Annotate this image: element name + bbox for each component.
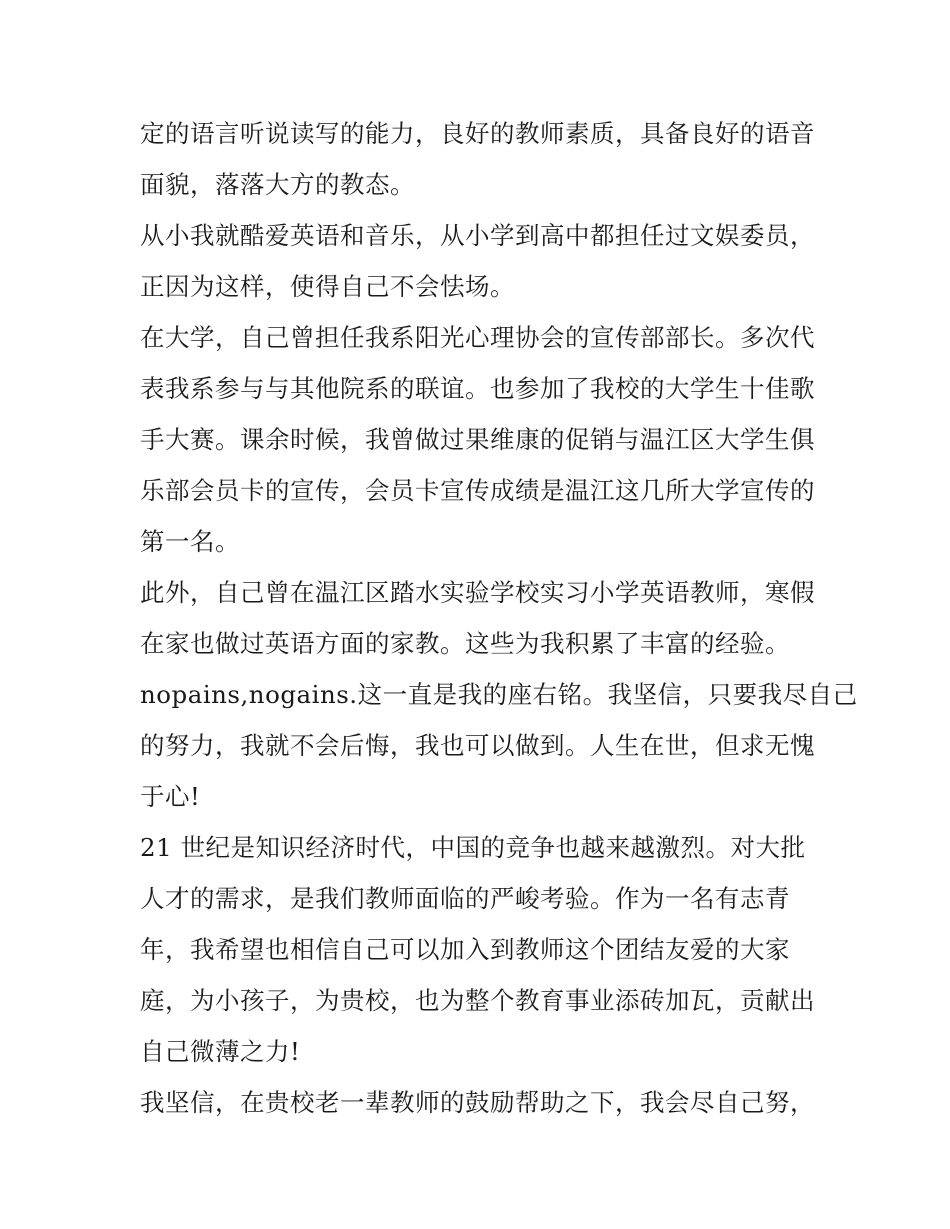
text-line: 我坚信，在贵校老一辈教师的鼓励帮助之下，我会尽自己努， [140, 1088, 815, 1117]
text-line: 庭，为小孩子，为贵校，也为整个教育事业添砖加瓦，贡献出 [140, 986, 815, 1015]
text-line: 手大赛。课余时候，我曾做过果维康的促销与温江区大学生俱 [140, 425, 815, 454]
text-line: 人才的需求，是我们教师面临的严峻考验。作为一名有志青 [140, 884, 790, 913]
text-line: 于心! [140, 782, 201, 811]
text-line: 在家也做过英语方面的家教。这些为我积累了丰富的经验。 [140, 629, 790, 658]
text-line: 自己微薄之力! [140, 1037, 301, 1066]
text-line: 面貌，落落大方的教态。 [140, 170, 415, 199]
text-line: 从小我就酷爱英语和音乐，从小学到高中都担任过文娱委员， [140, 221, 815, 250]
document-body [140, 108, 858, 1128]
text-line: nopains,nogains.这一直是我的座右铭。我坚信，只要我尽自己 [140, 680, 858, 709]
text-line: 正因为这样，使得自己不会怯场。 [140, 272, 515, 301]
text-line: 年，我希望也相信自己可以加入到教师这个团结友爱的大家 [140, 935, 790, 964]
text-line: 表我系参与与其他院系的联谊。也参加了我校的大学生十佳歌 [140, 374, 815, 403]
text-line: 此外，自己曾在温江区踏水实验学校实习小学英语教师，寒假 [140, 578, 815, 607]
text-line: 21 世纪是知识经济时代，中国的竞争也越来越激烈。对大批 [140, 833, 806, 862]
text-line: 的努力，我就不会后悔，我也可以做到。人生在世，但求无愧 [140, 731, 815, 760]
text-line: 在大学，自己曾担任我系阳光心理协会的宣传部部长。多次代 [140, 323, 815, 352]
text-line: 定的语言听说读写的能力，良好的教师素质，具备良好的语音 [140, 119, 815, 148]
text-line: 乐部会员卡的宣传，会员卡宣传成绩是温江这几所大学宣传的 [140, 476, 815, 505]
text-line: 第一名。 [140, 527, 240, 556]
